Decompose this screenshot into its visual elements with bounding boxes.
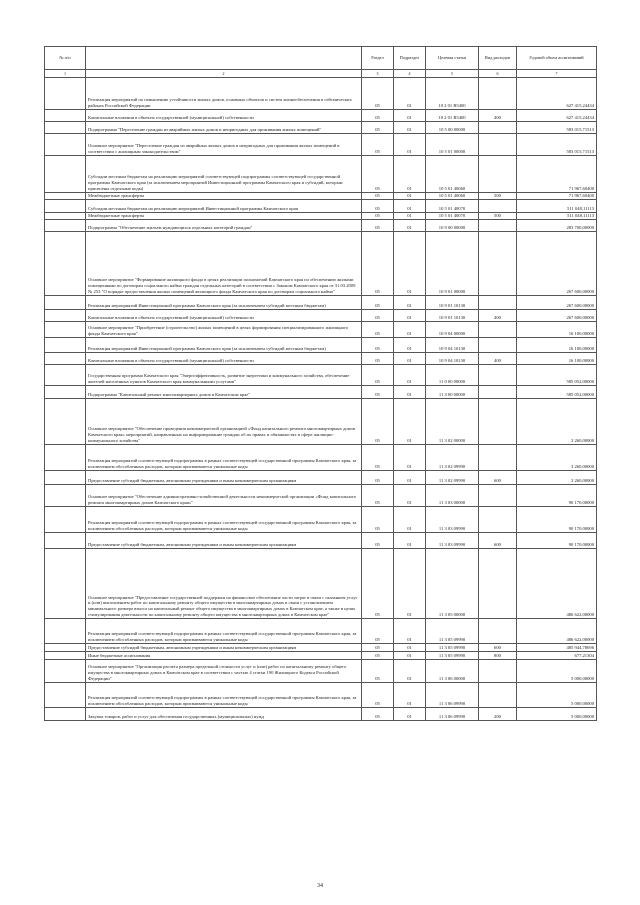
row-exptype: 600 — [479, 644, 517, 652]
row-subsection: 01 — [394, 200, 426, 213]
table-row — [45, 683, 597, 708]
row-name: Межбюджетные трансферты — [86, 193, 362, 200]
row-exptype — [479, 78, 517, 110]
row-num — [45, 507, 86, 533]
row-target: 11 3 05 09990 — [426, 644, 479, 652]
row-target: 10 5 01 40060 — [426, 193, 479, 200]
row-name: Предоставление субсидий бюджетным, автономным учреждениям и иным некоммерческим организациям — [86, 471, 362, 485]
row-target: 11 0 00 00000 — [426, 365, 479, 386]
row-amount: 627 415,24434 — [517, 110, 597, 122]
row-subsection: 01 — [394, 220, 426, 232]
row-num — [45, 310, 86, 322]
row-name: Предоставление субсидий бюджетным, автономным учреждениям и иным некоммерческим организациям — [86, 644, 362, 652]
row-target: 11 3 02 00000 — [426, 399, 479, 445]
row-num — [45, 386, 86, 399]
row-subsection: 01 — [394, 134, 426, 156]
row-exptype — [479, 134, 517, 156]
row-exptype — [479, 399, 517, 445]
row-amount: 583 015,71513 — [517, 122, 597, 134]
table-row — [45, 338, 597, 353]
column-index: 1 — [45, 70, 86, 78]
table-row — [45, 156, 597, 193]
row-amount: 283 700,00000 — [517, 220, 597, 232]
column-index: 4 — [394, 70, 426, 78]
row-section: 05 — [362, 708, 394, 721]
table-row — [45, 193, 597, 200]
row-amount: 71 967,60400 — [517, 156, 597, 193]
row-num — [45, 644, 86, 652]
row-exptype — [479, 322, 517, 338]
row-subsection: 01 — [394, 78, 426, 110]
row-name: Подпрограмма "Обеспечение жильем нуждающихся отдельных категорий граждан" — [86, 220, 362, 232]
table-row — [45, 660, 597, 683]
row-exptype — [479, 619, 517, 644]
row-num — [45, 193, 86, 200]
row-num — [45, 232, 86, 296]
row-amount: 485 944,78696 — [517, 644, 597, 652]
header-exptype: Вид расходов — [479, 47, 517, 70]
column-index-row — [45, 70, 597, 78]
row-subsection: 01 — [394, 445, 426, 471]
row-exptype: 600 — [479, 471, 517, 485]
row-subsection: 01 — [394, 708, 426, 721]
header-name — [86, 47, 362, 70]
table-row — [45, 78, 597, 110]
table-row — [45, 652, 597, 660]
row-section: 05 — [362, 193, 394, 200]
row-target: 11 3 06 00000 — [426, 660, 479, 683]
row-subsection: 01 — [394, 386, 426, 399]
row-subsection: 01 — [394, 310, 426, 322]
row-exptype — [479, 338, 517, 353]
row-target: 10 5 01 40070 — [426, 213, 479, 220]
row-subsection: 01 — [394, 549, 426, 619]
row-name: Закупка товаров, работ и услуг для обеспечения государственных (муниципальных) нужд — [86, 708, 362, 721]
row-exptype: 400 — [479, 353, 517, 365]
row-subsection: 01 — [394, 156, 426, 193]
row-name: Основное мероприятие "Формирование жилищного фонда в целях реализации полномочий Камчатского края по обеспечению жилыми помещениями по договорам социального найма граждан отдельных категорий в соответствии с Законом Камчатского края от 31.03.2009 № 253 "О порядке предоставления жилых помещений жилищного фонда Камчатского края по договорам социального найма" — [86, 232, 362, 296]
column-index: 6 — [479, 70, 517, 78]
row-exptype: 800 — [479, 652, 517, 660]
table-row — [45, 353, 597, 365]
column-index: 5 — [426, 70, 479, 78]
page-number: 34 — [317, 883, 323, 889]
table-row — [45, 296, 597, 310]
row-section: 05 — [362, 445, 394, 471]
row-num — [45, 619, 86, 644]
row-subsection: 01 — [394, 683, 426, 708]
row-subsection: 01 — [394, 533, 426, 549]
row-amount: 627 415,24434 — [517, 78, 597, 110]
row-section: 05 — [362, 200, 394, 213]
row-target: 10 9 01 00000 — [426, 232, 479, 296]
row-section: 05 — [362, 220, 394, 232]
row-name: Межбюджетные трансферты — [86, 213, 362, 220]
row-target: 11 3 02 09990 — [426, 471, 479, 485]
row-amount: 585 052,00000 — [517, 386, 597, 399]
row-exptype — [479, 200, 517, 213]
row-num — [45, 533, 86, 549]
row-num — [45, 652, 86, 660]
row-amount: 71 967,60400 — [517, 193, 597, 200]
column-index: 3 — [362, 70, 394, 78]
row-amount: 267 600,00000 — [517, 310, 597, 322]
row-name: Субсидии местным бюджетам на реализацию мероприятий соответствующей подпрограммы соответствующей государственной программы Камчатского края (за исключением мероприятий Инвестиционной программы Камчатского края и субсидий, которым присвоены отдельные коды) — [86, 156, 362, 193]
row-amount: 585 052,00000 — [517, 365, 597, 386]
row-section: 05 — [362, 296, 394, 310]
row-subsection: 01 — [394, 619, 426, 644]
table-row — [45, 386, 597, 399]
row-amount: 5 000,00000 — [517, 683, 597, 708]
row-exptype: 200 — [479, 708, 517, 721]
row-section: 05 — [362, 134, 394, 156]
row-target: 11 3 06 09990 — [426, 708, 479, 721]
row-exptype — [479, 507, 517, 533]
table-row — [45, 644, 597, 652]
row-exptype — [479, 156, 517, 193]
row-target: 10 5 00 00000 — [426, 122, 479, 134]
row-num — [45, 122, 86, 134]
row-subsection: 01 — [394, 193, 426, 200]
table-body — [45, 78, 597, 721]
row-amount: 677,21304 — [517, 652, 597, 660]
row-target: 11 3 02 09990 — [426, 445, 479, 471]
row-section: 05 — [362, 485, 394, 507]
row-subsection: 01 — [394, 485, 426, 507]
row-num — [45, 471, 86, 485]
row-subsection: 01 — [394, 652, 426, 660]
row-section: 05 — [362, 78, 394, 110]
table-row — [45, 619, 597, 644]
row-target: 11 3 00 00000 — [426, 386, 479, 399]
row-section: 05 — [362, 353, 394, 365]
row-name: Реализация мероприятий соответствующей подпрограммы в рамках соответствующей государственной программы Камчатского края, за исключением обособленных расходов, которым присваиваются уникальные коды — [86, 507, 362, 533]
row-amount: 511 048,11113 — [517, 200, 597, 213]
row-name: Реализация мероприятий соответствующей подпрограммы в рамках соответствующей государственной программы Камчатского края, за исключением обособленных расходов, которым присваиваются уникальные коды — [86, 445, 362, 471]
row-amount: 90 170,00000 — [517, 533, 597, 549]
header-subsection: Подраздел — [394, 47, 426, 70]
row-target: 10 9 04 10130 — [426, 338, 479, 353]
row-amount: 5 000,00000 — [517, 708, 597, 721]
row-subsection: 01 — [394, 296, 426, 310]
row-subsection: 01 — [394, 644, 426, 652]
row-subsection: 01 — [394, 213, 426, 220]
row-amount: 486 622,00000 — [517, 549, 597, 619]
row-target: 10 9 04 00000 — [426, 322, 479, 338]
row-section: 05 — [362, 507, 394, 533]
table-row — [45, 110, 597, 122]
table-row — [45, 485, 597, 507]
row-exptype — [479, 296, 517, 310]
row-amount: 267 600,00000 — [517, 296, 597, 310]
row-name: Подпрограмма "Переселение граждан из аварийных жилых домов и непригодных для проживания жилых помещений" — [86, 122, 362, 134]
row-name: Основное мероприятие "Обеспечение проведения некоммерческой организацией «Фонд капитального ремонта многоквартирных домов Камчатского края» мероприятий, направленных на информирование граждан об их правах и обязанностях в сфере жилищно-коммунального хозяйства" — [86, 399, 362, 445]
row-name: Капитальные вложения в объекты государственной (муниципальной) собственности — [86, 310, 362, 322]
row-section: 05 — [362, 652, 394, 660]
table-row — [45, 533, 597, 549]
table-row — [45, 310, 597, 322]
row-section: 05 — [362, 338, 394, 353]
row-exptype: 600 — [479, 533, 517, 549]
row-num — [45, 156, 86, 193]
row-name: Основное мероприятие "Приобретение (строительство) жилых помещений в целях формирования специализированного жилищного фонда Камчатского края" — [86, 322, 362, 338]
row-target: 10 2 01 R5400 — [426, 78, 479, 110]
row-target: 11 3 03 09990 — [426, 507, 479, 533]
row-amount: 267 600,00000 — [517, 232, 597, 296]
row-subsection: 01 — [394, 322, 426, 338]
row-name: Основное мероприятие "Переселение граждан из аварийных жилых домов и непригодных для проживания жилых помещений в соответствии с жилищным законодательством" — [86, 134, 362, 156]
table-row — [45, 122, 597, 134]
row-num — [45, 708, 86, 721]
column-index: 2 — [86, 70, 362, 78]
row-name: Реализация мероприятий соответствующей подпрограммы в рамках соответствующей государственной программы Камчатского края, за исключением обособленных расходов, которым присваиваются уникальные коды — [86, 683, 362, 708]
row-amount: 511 048,11113 — [517, 213, 597, 220]
row-subsection: 01 — [394, 399, 426, 445]
row-subsection: 01 — [394, 353, 426, 365]
row-section: 05 — [362, 213, 394, 220]
row-amount: 3 260,00000 — [517, 445, 597, 471]
row-exptype — [479, 386, 517, 399]
row-num — [45, 399, 86, 445]
row-subsection: 01 — [394, 232, 426, 296]
row-section: 05 — [362, 471, 394, 485]
row-num — [45, 353, 86, 365]
row-subsection: 01 — [394, 365, 426, 386]
table-row — [45, 549, 597, 619]
row-amount: 486 622,00000 — [517, 619, 597, 644]
row-exptype — [479, 232, 517, 296]
row-target: 10 5 01 40070 — [426, 200, 479, 213]
row-target: 11 3 05 00000 — [426, 549, 479, 619]
header-amount: Годовой объем ассигнований — [517, 47, 597, 70]
row-exptype: 500 — [479, 213, 517, 220]
row-subsection: 01 — [394, 122, 426, 134]
row-exptype — [479, 445, 517, 471]
row-num — [45, 445, 86, 471]
row-amount: 16 100,00000 — [517, 353, 597, 365]
row-num — [45, 78, 86, 110]
header-target: Целевая статья — [426, 47, 479, 70]
column-index: 7 — [517, 70, 597, 78]
table-row — [45, 399, 597, 445]
row-section: 05 — [362, 386, 394, 399]
row-section: 05 — [362, 660, 394, 683]
row-name: Реализация мероприятий Инвестиционной программы Камчатского края (за исключением субсидий местным бюджетам) — [86, 338, 362, 353]
row-amount: 3 260,00000 — [517, 399, 597, 445]
row-exptype — [479, 660, 517, 683]
table-row — [45, 134, 597, 156]
row-num — [45, 338, 86, 353]
row-name: Предоставление субсидий бюджетным, автономным учреждениям и иным некоммерческим организациям — [86, 533, 362, 549]
row-subsection: 01 — [394, 660, 426, 683]
row-subsection: 01 — [394, 338, 426, 353]
row-target: 11 3 05 09990 — [426, 619, 479, 644]
row-name: Субсидии местным бюджетам на реализацию мероприятий Инвестиционной программы Камчатского края — [86, 200, 362, 213]
row-exptype: 400 — [479, 110, 517, 122]
row-target: 10 5 01 00000 — [426, 134, 479, 156]
row-exptype — [479, 365, 517, 386]
row-section: 05 — [362, 156, 394, 193]
row-num — [45, 322, 86, 338]
row-num — [45, 134, 86, 156]
row-num — [45, 296, 86, 310]
row-section: 05 — [362, 399, 394, 445]
row-section: 05 — [362, 549, 394, 619]
table-row — [45, 471, 597, 485]
row-name: Основное мероприятие "Предоставление государственной поддержки на финансовое обеспечение части затрат в связи с оказанием услуг и (или) выполнением работ по капитальному ремонту общего имущества в многоквартирных домах в связи с установлением минимального размера взноса на капитальный ремонт общего имущества в многоквартирных домах в Камчатском крае, а также в целях стимулирования деятельности по капитальному ремонту общего имущества в многоквартирных домах в Камчатском крае" — [86, 549, 362, 619]
row-name: Основное мероприятие "Обеспечение административно-хозяйственной деятельности некоммерческой организации «Фонд капитального ремонта многоквартирных домов Камчатского края»" — [86, 485, 362, 507]
row-subsection: 01 — [394, 471, 426, 485]
row-num — [45, 549, 86, 619]
row-target: 10 9 01 10130 — [426, 310, 479, 322]
row-num — [45, 660, 86, 683]
row-amount: 90 170,00000 — [517, 507, 597, 533]
row-amount: 90 170,00000 — [517, 485, 597, 507]
row-target: 10 2 01 R5400 — [426, 110, 479, 122]
row-subsection: 01 — [394, 110, 426, 122]
row-target: 10 9 00 00000 — [426, 220, 479, 232]
table-row — [45, 507, 597, 533]
row-amount: 583 015,71513 — [517, 134, 597, 156]
row-num — [45, 110, 86, 122]
row-name: Капитальные вложения в объекты государственной (муниципальной) собственности — [86, 353, 362, 365]
header-row — [45, 47, 597, 70]
row-target: 11 3 03 00000 — [426, 485, 479, 507]
row-name: Капитальные вложения в объекты государственной (муниципальной) собственности — [86, 110, 362, 122]
row-section: 05 — [362, 322, 394, 338]
row-exptype — [479, 549, 517, 619]
row-exptype — [479, 485, 517, 507]
row-section: 05 — [362, 533, 394, 549]
row-exptype — [479, 122, 517, 134]
row-amount: 16 100,00000 — [517, 338, 597, 353]
row-exptype — [479, 683, 517, 708]
row-name: Реализация мероприятий Инвестиционной программы Камчатского края (за исключением субсидий местным бюджетам) — [86, 296, 362, 310]
table-row — [45, 708, 597, 721]
row-section: 05 — [362, 365, 394, 386]
row-name: Основное мероприятие "Организация расчета размера предельной стоимости услуг и (или) работ по капитальному ремонту общего имущества в многоквартирных домах в Камчатском крае в соответствии с частью 4 статьи 190 Жилищного Кодекса Российской Федерации" — [86, 660, 362, 683]
row-section: 05 — [362, 110, 394, 122]
table-row — [45, 445, 597, 471]
table-row — [45, 365, 597, 386]
row-num — [45, 220, 86, 232]
row-name: Реализация мероприятий по повышению устойчивости жилых домов, основных объектов и систем жизнеобеспечения в сейсмических районах Российской Федерации — [86, 78, 362, 110]
table-row — [45, 220, 597, 232]
row-subsection: 01 — [394, 507, 426, 533]
table-row — [45, 213, 597, 220]
row-target: 11 3 03 09990 — [426, 533, 479, 549]
header-num: № п/п — [45, 47, 86, 70]
row-target: 10 5 01 40060 — [426, 156, 479, 193]
row-num — [45, 213, 86, 220]
row-amount: 16 100,00000 — [517, 322, 597, 338]
row-exptype — [479, 220, 517, 232]
row-amount: 3 260,00000 — [517, 471, 597, 485]
row-section: 05 — [362, 122, 394, 134]
table-row — [45, 232, 597, 296]
budget-table — [44, 46, 597, 721]
row-name: Реализация мероприятий соответствующей подпрограммы в рамках соответствующей государственной программы Камчатского края, за исключением обособленных расходов, которым присваиваются уникальные коды — [86, 619, 362, 644]
row-target: 11 3 05 09990 — [426, 652, 479, 660]
row-name: Государственная программа Камчатского края "Энергоэффективность, развитие энергетики и коммунального хозяйства, обеспечение жителей населенных пунктов Камчатского края коммунальными услугами" — [86, 365, 362, 386]
budget-table-sheet — [44, 46, 596, 721]
row-exptype: 500 — [479, 193, 517, 200]
row-section: 05 — [362, 619, 394, 644]
row-section: 05 — [362, 644, 394, 652]
row-num — [45, 683, 86, 708]
row-num — [45, 485, 86, 507]
row-target: 10 9 01 10130 — [426, 296, 479, 310]
table-row — [45, 200, 597, 213]
row-amount: 5 000,00000 — [517, 660, 597, 683]
row-target: 10 9 04 10130 — [426, 353, 479, 365]
table-row — [45, 322, 597, 338]
row-section: 05 — [362, 310, 394, 322]
row-num — [45, 200, 86, 213]
header-section: Раздел — [362, 47, 394, 70]
row-section: 05 — [362, 232, 394, 296]
row-target: 11 3 06 09990 — [426, 683, 479, 708]
row-section: 05 — [362, 683, 394, 708]
row-name: Подпрограмма "Капитальный ремонт многоквартирных домов в Камчатском крае" — [86, 386, 362, 399]
row-name: Иные бюджетные ассигнования — [86, 652, 362, 660]
row-exptype: 400 — [479, 310, 517, 322]
row-num — [45, 365, 86, 386]
